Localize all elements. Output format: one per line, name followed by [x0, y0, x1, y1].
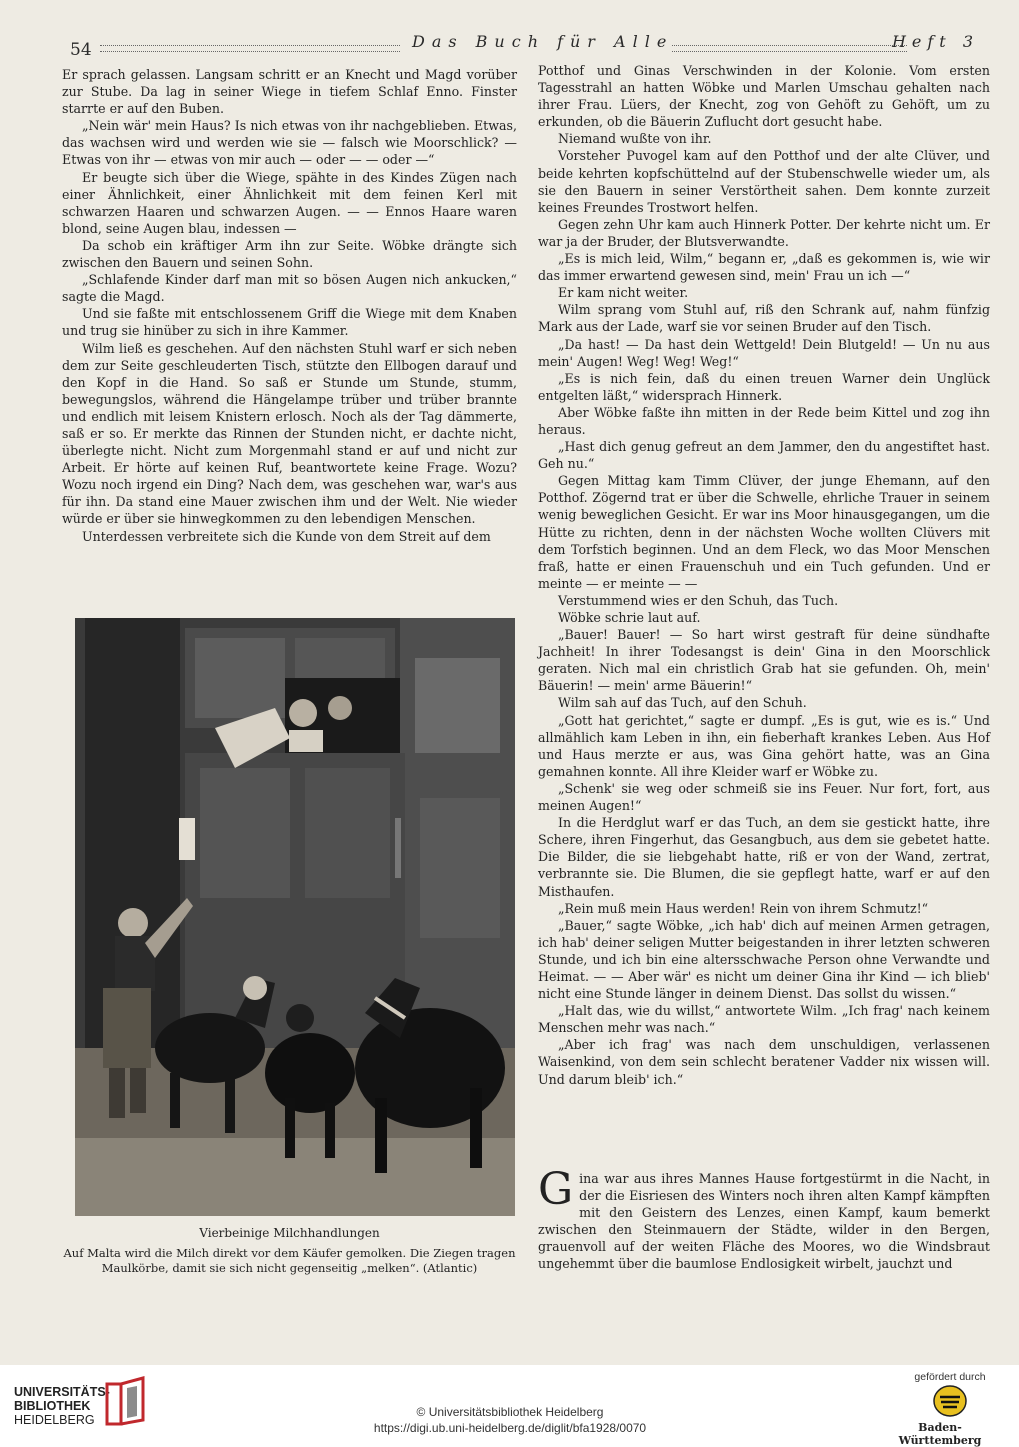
paragraph: „Aber ich frag' was nach dem unschuldigen, verlassenen Waisenkind, von dem sein schlecht beratener Vadder nix wissen will. Und darum bleib' ich.“: [538, 1037, 990, 1087]
paragraph: „Halt das, wie du willst,“ antwortete Wilm. „Ich frag' nach keinem Menschen mehr was nach.“: [538, 1003, 990, 1036]
paragraph: Wöbke schrie laut auf.: [558, 610, 701, 625]
paragraph: „Schenk' sie weg oder schmeiß sie ins Feuer. Nur fort, fort, aus meinen Augen!“: [538, 780, 990, 814]
paragraph: „Da hast! — Da hast dein Wettgeld! Dein Blutgeld! — Un nu aus mein' Augen! Weg! Weg! Weg!“: [538, 336, 990, 369]
baden-wuerttemberg-coat-of-arms-icon: [930, 1383, 970, 1419]
library-footer: [0, 1365, 1019, 1447]
paragraph: „Bauer,“ sagte Wöbke, „ich hab' dich auf meinen Armen getragen, ich hab' deiner seligen Mutter beigestanden in ihrer letzten schweren Stunde, und ich bin eine altersschwache Person ohne Verwandte und Heimat. — — Aber wär' es nicht um deiner Gina ihr Kind — ich blieb' nicht eine Stunde länger in deinem Dienst. Das sollst du wissen.“: [538, 917, 990, 1002]
paragraph: Gegen Mittag kam Timm Clüver, der junge Ehemann, auf den Potthof. Zögernd trat er über die Schwelle, ehrliche Trauer in seinem wenig beweglichen Gesicht. Er war ins Moor hinausgegangen, um die Hütte zu richten, denn in der nächsten Woche wollten Clüvers mit dem Torfstich beginnen. Und an dem Fleck, wo das Moor Menschen fraß, hatte er einen Frauenschuh und ein Tuch gefunden. Und er meinte — er meinte — —: [538, 473, 990, 591]
photograph-goats-at-door: [75, 618, 515, 1216]
paragraph: Verstummend wies er den Schuh, das Tuch.: [558, 592, 839, 608]
library-logo-icon: [103, 1376, 151, 1428]
paragraph: Wilm sah auf das Tuch, auf den Schuh.: [558, 695, 807, 711]
new-section-text: [538, 1164, 990, 1273]
paragraph: Und sie faßte mit entschlossenem Griff die Wiege mit dem Knaben und trug sie hinüber zu sich in ihre Kammer.: [62, 306, 517, 339]
paragraph: „Bauer! Bauer! — So hart wirst gestraft für deine sündhafte Jachheit! In ihrer Todesangst is dein' Gina in den Moorschlick geraten. Nich mal ein christlich Grab hat sie gefunden. Oh, mein' Bäuerin! — mein' arme Bäuerin!“: [538, 627, 990, 694]
header-ornament-right: [672, 45, 907, 52]
funder-name: Baden-Württemberg: [898, 1421, 982, 1447]
paragraph: „Gott hat gerichtet,“ sagte er dumpf. „Es is gut, wie es is.“ Und allmählich kam Leben in ihn, ein fieberhaft krankes Leben. Aus Hof und Haus merzte er aus, was Gina gehört hatte, was an Gina gemahnen konnte. All ihre Kleider warf er Wöbke zu.: [538, 712, 990, 779]
paragraph: Niemand wußte von ihr.: [558, 131, 712, 147]
left-text-column: [62, 66, 517, 545]
funded-by-label: gefördert durch: [914, 1371, 986, 1383]
section-text: ina war aus ihres Mannes Hause fortgestürmt in die Nacht, in der die Eisriesen des Winters noch ihren alten Kampf kämpften mit den Geistern des Lenzes, einen Kampf, kaum bemerkt zwischen den Steinmauern der Städte, wilder in den Bergen, grauenvoll auf der weiten Fläche des Moores, wo die Windsbraut ungehemmt über die baumlose Endlosigkeit wirbelt, jauchzt und: [538, 1171, 990, 1272]
paragraph: „Es is nich fein, daß du einen treuen Warner dein Unglück entgelten läßt,“ widersprach Hinnerk.: [538, 370, 990, 403]
issue-label: Heft 3: [891, 32, 979, 51]
figure-title: Vierbeinige Milchhandlungen: [199, 1226, 380, 1240]
paragraph: Er beugte sich über die Wiege, spähte in des Kindes Zügen nach einer Ähnlichkeit, einer Ähnlichkeit mit dem feinen Kerl mit schwarzen Haaren und schwarzen Augen. — — Ennos Haare waren blond, seine Augen blau, indessen —: [62, 169, 517, 236]
running-title: Das Buch für Alle: [412, 32, 674, 51]
paragraph: Vorsteher Puvogel kam auf den Potthof und der alte Clüver, und beide kehrten kopfschüttelnd auf der Stubenschwelle wieder um, als sie den Bauern in seiner Verstörtheit sahen. Dem konnte zurzeit keines Freundes Trostwort helfen.: [538, 148, 990, 215]
library-name-line: UNIVERSITÄTS-: [14, 1385, 110, 1399]
paragraph: In die Herdglut warf er das Tuch, an dem sie gestickt hatte, ihre Schere, ihren Fingerhut, das Gesangbuch, aus dem sie gebetet hatte. Die Bilder, die sie liebgehabt hatte, riß er von der Wand, zertrat, verbrannte sie. Die Blumen, die sie gepflegt hatte, warf er auf den Misthaufen.: [538, 815, 990, 899]
paragraph: „Schlafende Kinder darf man mit so bösen Augen nich ankucken,“ sagte die Magd.: [62, 272, 517, 305]
paragraph: Da schob ein kräftiger Arm ihn zur Seite. Wöbke drängte sich zwischen den Bauern und seinen Sohn.: [62, 237, 517, 271]
header-ornament-left: [100, 45, 400, 52]
drop-cap: G: [538, 1164, 574, 1215]
running-header: [60, 30, 989, 60]
copyright-notice: © Universitätsbibliothek Heidelberg: [416, 1405, 604, 1419]
section-opening-paragraph: [538, 1164, 990, 1273]
library-name-line: BIBLIOTHEK: [14, 1399, 91, 1413]
paragraph: „Es is mich leid, Wilm,“ begann er, „daß es gekommen is, wie wir das immer erwartend gewesen sind, mein' Frau un ich —“: [538, 251, 990, 284]
library-name-line: HEIDELBERG: [14, 1413, 95, 1427]
page-number: 54: [70, 40, 92, 60]
library-name: [14, 1385, 110, 1427]
paragraph: Er sprach gelassen. Langsam schritt er an Knecht und Magd vorüber zur Stube. Da lag in seiner Wiege in tiefem Schlaf Enno. Finster starrte er auf den Buben.: [62, 67, 517, 117]
source-url-link[interactable]: https://digi.ub.uni-heidelberg.de/diglit/bfa1928/0070: [373, 1421, 647, 1435]
paragraph: „Hast dich genug gefreut an dem Jammer, den du angestiftet hast. Geh nu.“: [538, 439, 990, 472]
paragraph: Unterdessen verbreitete sich die Kunde von dem Streit auf dem: [82, 528, 491, 544]
paragraph: Aber Wöbke faßte ihn mitten in der Rede beim Kittel und zog ihn heraus.: [538, 404, 990, 437]
paragraph: Wilm ließ es geschehen. Auf den nächsten Stuhl warf er sich neben dem zur Seite geschleuderten Tisch, stützte den Ellbogen darauf und den Kopf in die Hand. So saß er Stunde um Stunde, stumm, bewegungslos, während die Hängelampe trüber und trüber brannte und endlich mit leisem Knistern erlosch. Noch als der Tag dämmerte, saß er so. Er merkte das Rinnen der Stunden nicht, er dachte nicht, überlegte nicht. Nicht zum Morgenmahl stand er auf und nicht zur Arbeit. Er hörte auf keinen Ruf, beantwortete keine Frage. Wozu? Wozu noch irgend ein Ding? Nach dem, was geschehen war, war's aus für ihn. Da stand eine Mauer zwischen ihm und der Welt. Nie wieder würde er über sie hinwegkommen zu den lebendigen Menschen.: [62, 340, 517, 527]
paragraph: Er kam nicht weiter.: [558, 285, 689, 301]
right-text-column: [538, 62, 990, 1088]
figure-caption: Auf Malta wird die Milch direkt vor dem Käufer gemolken. Die Ziegen tragen Maulkörbe, damit sie sich nicht gegenseitig „melken“. (Atlantic): [63, 1246, 516, 1275]
paragraph: Gegen zehn Uhr kam auch Hinnerk Potter. Der kehrte nicht um. Er war ja der Bruder, der Blutsverwandte.: [538, 216, 990, 249]
paragraph: Potthof und Ginas Verschwinden in der Kolonie. Vom ersten Tagesstrahl an hatten Wöbke und Marlen Umschau gehalten nach ihrer Frau. Lüers, der Knecht, zog von Gehöft zu Gehöft, um zu erkunden, ob die Bäuerin Zuflucht dort gesucht habe.: [538, 63, 990, 130]
paragraph: Wilm sprang vom Stuhl auf, riß den Schrank auf, nahm fünfzig Mark aus der Lade, warf sie vor seinen Bruder auf den Tisch.: [538, 302, 990, 335]
photo-illustration: [75, 618, 515, 1216]
paragraph: „Rein muß mein Haus werden! Rein von ihrem Schmutz!“: [558, 900, 929, 916]
paragraph: „Nein wär' mein Haus? Is nich etwas von ihr nachgeblieben. Etwas, das wachsen wird und werden wie sie — falsch wie Moorschlick? — Etwas von ihr — etwas von mir auch — oder — — oder —“: [62, 118, 517, 168]
